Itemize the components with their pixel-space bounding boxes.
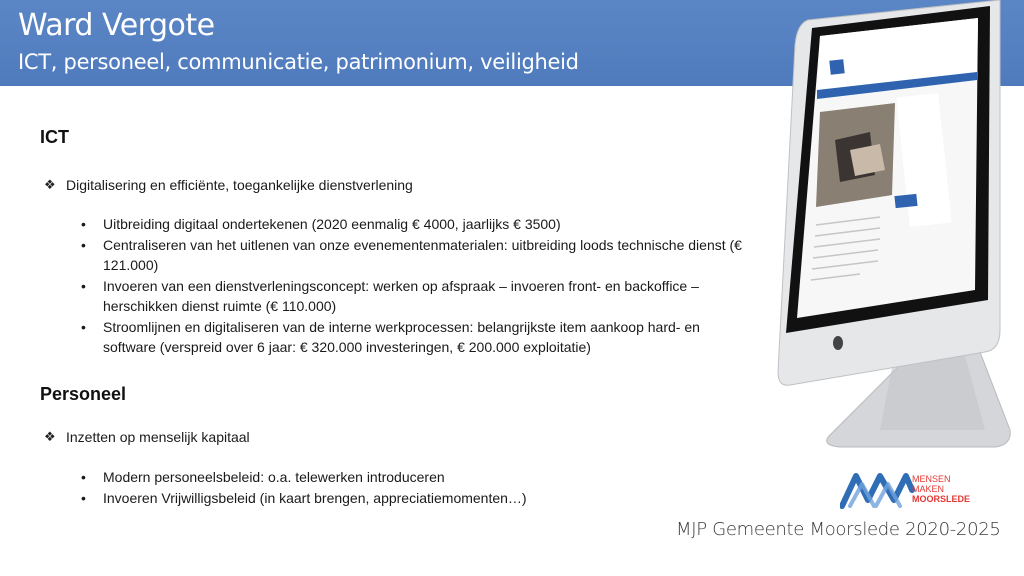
main-bullet-personeel-text: Inzetten op menselijk kapitaal	[66, 429, 250, 445]
diamond-four-icon: ❖	[44, 177, 56, 192]
list-item: • Invoeren Vrijwilligsbeleid (in kaart brengen, appreciatiemomenten…)	[103, 488, 743, 509]
list-item: • Uitbreiding digitaal ondertekenen (2020 eenmalig € 4000, jaarlijks € 3500)	[103, 214, 743, 235]
diamond-four-icon: ❖	[44, 429, 56, 444]
page-subtitle: ICT, personeel, communicatie, patrimonium, veiligheid	[18, 50, 579, 74]
main-bullet-ict-text: Digitalisering en efficiënte, toegankelijke dienstverlening	[66, 177, 413, 193]
section-heading-personeel: Personeel	[40, 384, 127, 404]
title-banner	[0, 0, 1024, 86]
page-title: Ward Vergote	[18, 8, 215, 43]
logo-line-2: MAKEN	[912, 484, 945, 494]
footer-caption: MJP Gemeente Moorslede 2020-2025	[676, 519, 1001, 540]
personeel-bullet-list	[103, 467, 743, 508]
main-bullet-ict	[44, 177, 413, 193]
list-item: • Invoeren van een dienstverleningsconcept: werken op afspraak – invoeren front- en backoffice – herschikken dienst ruimte (€ 110.000)	[103, 276, 743, 317]
list-item: • Modern personeelsbeleid: o.a. telewerken introduceren	[103, 467, 743, 488]
list-item: • Centraliseren van het uitlenen van onze evenementenmaterialen: uitbreiding loods technische dienst (€ 121.000)	[103, 235, 743, 276]
list-item: • Stroomlijnen en digitaliseren van de interne werkprocessen: belangrijkste item aankoop hard- en software (verspreid over 6 jaar: € 320.000 investeringen, € 200.000 exploitatie)	[103, 317, 743, 358]
logo-line-3: MOORSLEDE	[912, 494, 971, 504]
logo-wordmark	[912, 474, 970, 504]
main-bullet-personeel	[44, 429, 250, 445]
section-heading-ict: ICT	[40, 127, 69, 147]
ict-bullet-list	[103, 214, 743, 358]
logo-line-1: MENSEN	[912, 474, 951, 484]
